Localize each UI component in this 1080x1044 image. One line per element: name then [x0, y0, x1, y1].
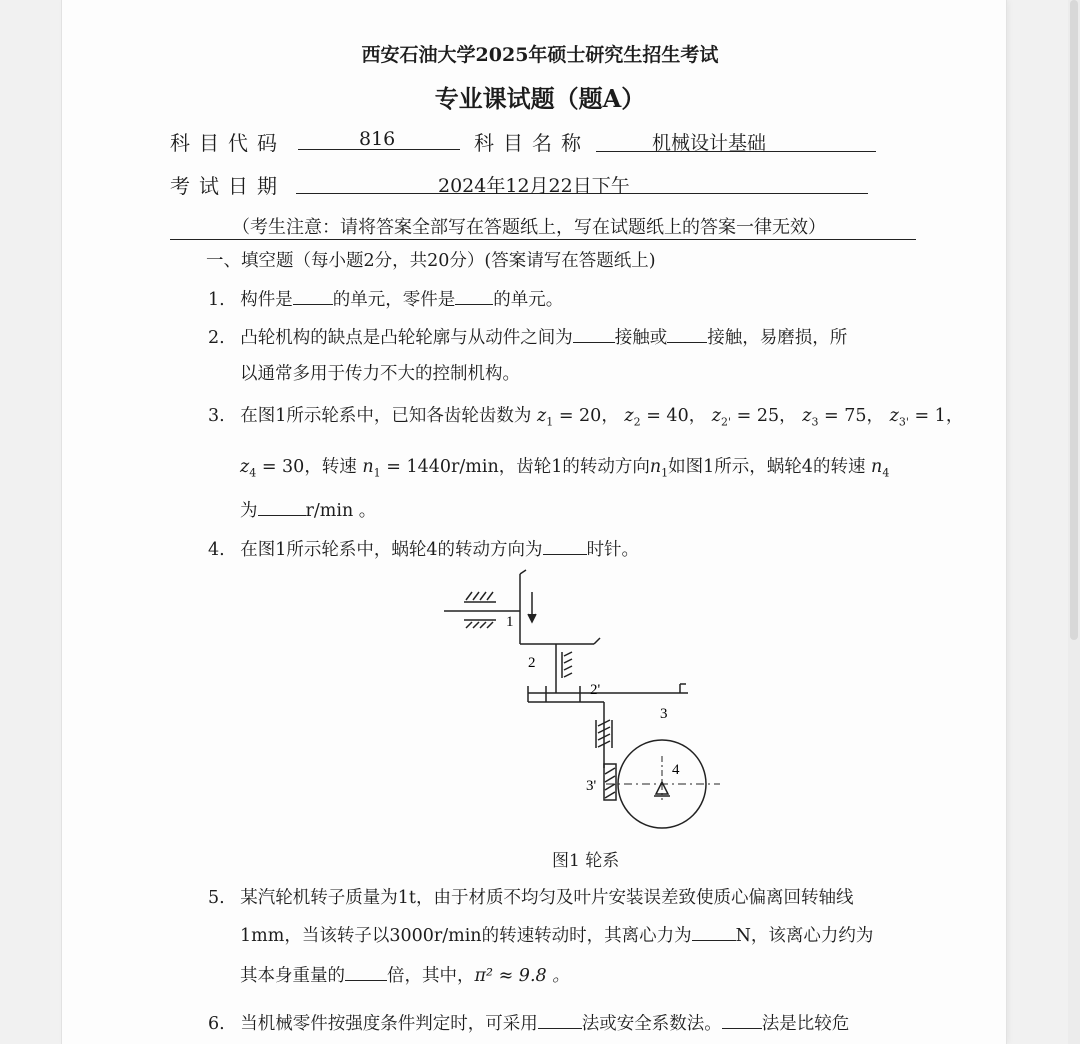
q3-text-c: ，齿轮1的转动方向	[498, 457, 650, 477]
name-label: 科目名称	[474, 131, 590, 155]
label-gear-2p: 2'	[590, 682, 601, 698]
q5-blank-1	[692, 926, 736, 941]
q2-number: 2.	[208, 328, 225, 348]
exam-title: 西安石油大学2025年硕士研究生招生考试	[361, 44, 719, 66]
label-gear-2: 2	[528, 655, 536, 671]
exam-notice: （考生注意：请将答案全部写在答题纸上，写在试题纸上的答案一律无效）	[232, 217, 826, 238]
name-value: 机械设计基础	[652, 132, 767, 154]
question-4	[208, 536, 639, 561]
q3-line-3	[240, 497, 376, 522]
code-label: 科目代码	[170, 131, 286, 155]
section-heading: 一、填空题（每小题2分，共20分）(答案请写在答题纸上)	[206, 251, 656, 271]
header-divider	[170, 239, 916, 240]
q4-blank	[543, 540, 587, 555]
q1-number: 1.	[208, 290, 225, 310]
q3-n1: = 1440r/min	[386, 457, 499, 477]
label-gear-3: 3	[660, 706, 668, 722]
q3-text-b: ，转速	[304, 457, 357, 477]
question-1	[208, 286, 563, 311]
q5-text-c: N，该离心力约为	[735, 926, 874, 946]
gear-train-figure	[436, 568, 726, 830]
q2-text-a: 凸轮机构的缺点是凸轮轮廓与从动件之间为	[240, 328, 573, 348]
q5-text-e: 倍，其中，	[387, 966, 475, 986]
label-wheel-4: 4	[672, 762, 680, 778]
q6-text-c: 法是比较危	[761, 1014, 850, 1034]
q3-z2: = 40	[646, 406, 689, 426]
q5-pi: π² ≈ 9.8 。	[474, 966, 570, 986]
q5-line-3	[240, 962, 570, 987]
q4-text-a: 在图1所示轮系中，蜗轮4的转动方向为	[240, 540, 543, 560]
q6-number: 6.	[208, 1014, 225, 1034]
q6-blank-1	[538, 1014, 582, 1029]
q5-text-a: 某汽轮机转子质量为1t，由于材质不均匀及叶片安装误差致使质心偏离回转轴线	[240, 888, 854, 908]
question-2	[208, 324, 847, 349]
q1-text-b: 的单元，零件是	[332, 290, 456, 310]
q3-z4: = 30	[261, 457, 305, 477]
q1-blank-1	[293, 290, 333, 305]
q2-text-c: 接触，易磨损，所	[707, 328, 848, 348]
q6-blank-2	[722, 1014, 762, 1029]
code-value: 816	[359, 128, 396, 150]
question-5	[208, 884, 853, 909]
q3-z3: = 75	[824, 406, 867, 426]
label-gear-1: 1	[506, 614, 514, 630]
q1-text-c: 的单元。	[493, 290, 564, 310]
q6-text-b: 法或安全系数法。	[581, 1014, 722, 1034]
q2-text-b: 接触或	[614, 328, 668, 348]
q3-text-f: r/min 。	[305, 501, 377, 521]
date-label: 考试日期	[170, 174, 286, 198]
exam-subtitle: 专业课试题（题A）	[434, 84, 646, 113]
q3-text-e: 为	[240, 501, 258, 521]
q5-line-2	[240, 922, 873, 947]
q1-blank-2	[455, 290, 493, 305]
q2-blank-1	[573, 328, 615, 343]
label-worm-3p: 3'	[586, 778, 597, 794]
q4-number: 4.	[208, 540, 225, 560]
q3-text-d: 如图1所示，蜗轮4的转速	[668, 457, 866, 477]
q3-text-a: 在图1所示轮系中，已知各齿轮齿数为	[240, 406, 532, 426]
q2-text-d: 以通常多用于传力不大的控制机构。	[240, 364, 520, 384]
scrollbar[interactable]	[1068, 0, 1080, 1044]
q5-number: 5.	[208, 888, 225, 908]
q3-number: 3.	[208, 406, 225, 426]
q5-text-d: 其本身重量的	[240, 966, 345, 986]
q4-text-b: 时针。	[586, 540, 640, 560]
q1-text-a: 构件是	[240, 290, 293, 310]
q2-blank-2	[667, 328, 707, 343]
q5-text-b: 1mm，当该转子以3000r/min的转速转动时，其离心力为	[240, 926, 692, 946]
q5-blank-2	[345, 966, 387, 981]
question-6	[208, 1010, 849, 1035]
q3-z1: = 20	[558, 406, 602, 426]
q3-line-2: $z_4 = 30$，转速 $n_1 = 1440r/\min$，齿轮1的转动方向$n_1$如图1所示，蜗轮4的转速 $n_4$	[240, 457, 890, 480]
figure-caption: 图1 轮系	[552, 851, 620, 871]
q3-z3p: = 1	[914, 406, 946, 426]
q6-text-a: 当机械零件按强度条件判定时，可采用	[240, 1014, 538, 1034]
date-value: 2024年12月22日下午	[438, 175, 630, 197]
q3-z2p: = 25	[736, 406, 780, 426]
question-3: 3. 在图1所示轮系中，已知各齿轮齿数为 $z_1 = 20$， $z_2 = 40$， $z_{2'} = 25$， $z_3 = 75$， $z_{3'} = 1$，	[208, 406, 964, 429]
q3-blank	[258, 501, 306, 516]
